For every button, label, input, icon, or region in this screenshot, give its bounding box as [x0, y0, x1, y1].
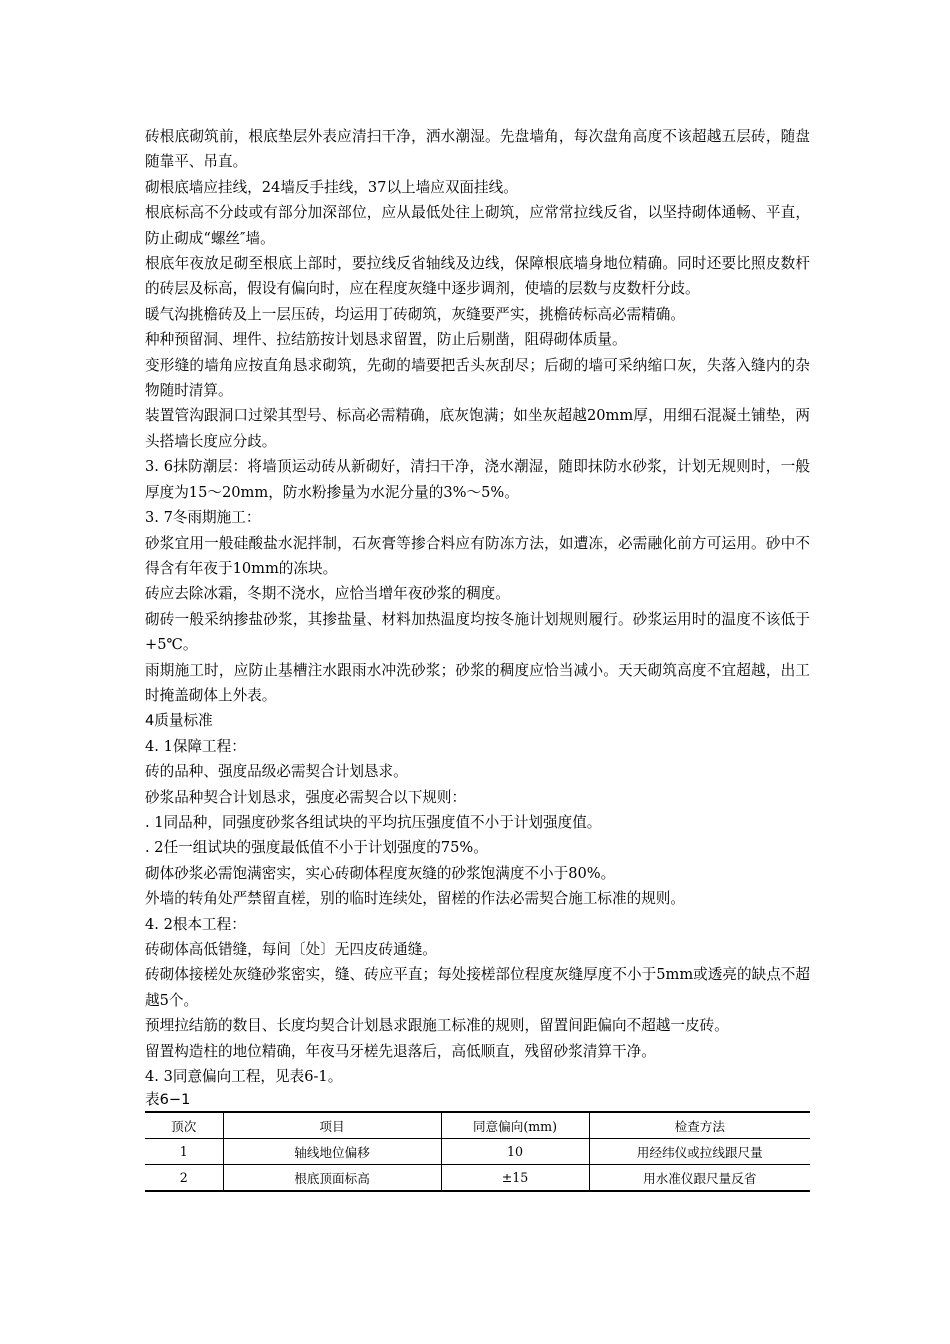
- table-cell: 1: [145, 1139, 223, 1165]
- paragraph-22: 4. 2根本工程：: [145, 915, 246, 933]
- paragraph-8: 装置管沟跟洞口过梁其型号、标高必需精确，底灰饱满；如坐灰超越20mm厚，用细石混凝土铺垫，两头搭墙长度应分歧。: [145, 407, 810, 450]
- paragraph-9: 3. 6抹防潮层：将墙顶运动砖从新砌好，清扫干净，浇水潮湿，随即抹防水砂浆，计划无规则时，一般厚度为15～20mm，防水粉掺量为水泥分量的3%～5%。: [145, 458, 810, 501]
- paragraph-25: 预埋拉结筋的数目、长度均契合计划恳求跟施工标准的规则，留置间距偏向不超越一皮砖。: [145, 1017, 729, 1035]
- paragraph-26: 留置构造柱的地位精确，年夜马牙槎先退落后，高低顺直，残留砂浆清算干净。: [145, 1042, 656, 1060]
- paragraph-20: 砌体砂浆必需饱满密实，实心砖砌体程度灰缝的砂浆饱满度不小于80%。: [145, 864, 616, 882]
- paragraph-21: 外墙的转角处严禁留直槎，别的临时连续处，留槎的作法必需契合施工标准的规则。: [145, 890, 685, 908]
- table-cell: 用水准仪跟尺量反省: [589, 1165, 810, 1192]
- paragraph-12: 砖应去除冰霜，冬期不浇水，应恰当增年夜砂浆的稠度。: [145, 585, 510, 603]
- paragraph-6: 种种预留洞、埋件、拉结筋按计划恳求留置，防止后剔凿，阻碍砌体质量。: [145, 331, 627, 349]
- table-row: [145, 1165, 810, 1192]
- paragraph-11: 砂浆宜用一般硅酸盐水泥拌制，石灰膏等掺合料应有防冻方法，如遭冻，必需融化前方可运用。砂中不得含有年夜于10mm的冻块。: [145, 534, 810, 577]
- table-cell: 根底顶面标高: [223, 1165, 441, 1192]
- paragraph-17: 砂浆品种契合计划恳求，强度必需契合以下规则：: [145, 788, 467, 806]
- paragraph-13: 砌砖一般采纳掺盐砂浆，其掺盐量、材料加热温度均按冬施计划规则履行。砂浆运用时的温度不该低于+5℃。: [145, 610, 810, 654]
- table-row: [145, 1139, 810, 1165]
- paragraph-7: 变形缝的墙角应按直角恳求砌筑，先砌的墙要把舌头灰刮尽；后砌的墙可采纳缩口灰，失落入缝内的杂物随时清算。: [145, 356, 810, 400]
- paragraph-23: 砖砌体高低错缝，每间〔处〕无四皮砖通缝。: [145, 941, 437, 958]
- table-cell: 10: [441, 1139, 589, 1165]
- table-cell: 2: [145, 1165, 223, 1192]
- paragraph-14: 雨期施工时，应防止基槽注水跟雨水冲洗砂浆；砂浆的稠度应恰当减小。天天砌筑高度不宜超越，出工时掩盖砌体上外表。: [145, 661, 810, 704]
- paragraph-3: 根底标高不分歧或有部分加深部位，应从最低处往上砌筑，应常常拉线反省，以坚持砌体通畅、平直，防止砌成“螺丝″墙。: [145, 204, 810, 247]
- table-cell: 用经纬仪或拉线跟尺量: [589, 1139, 810, 1165]
- paragraph-19: . 2任一组试块的强度最低值不小于计划强度的75%。: [145, 839, 488, 857]
- paragraph-4: 根底年夜放足砌至根底上部时，要拉线反省轴线及边线，保障根底墙身地位精确。同时还要比照皮数杆的砖层及标高，假设有偏向时，应在程度灰缝中逐步调剂，使墙的层数与皮数杆分歧。: [145, 255, 810, 298]
- document-page: [145, 124, 810, 1192]
- table-header-cell: 项目: [223, 1112, 441, 1139]
- paragraph-27: 4. 3同意偏向工程，见表6-1。: [145, 1068, 343, 1086]
- paragraph-16: 砖的品种、强度品级必需契合计划恳求。: [145, 763, 408, 781]
- section-heading: 4质量标准: [145, 712, 213, 730]
- table-header-cell: 检查方法: [589, 1112, 810, 1139]
- paragraph-5: 暖气沟挑檐砖及上一层压砖，均运用丁砖砌筑，灰缝要严实，挑檐砖标高必需精确。: [145, 305, 685, 323]
- table-header-cell: 同意偏向(mm): [441, 1112, 589, 1139]
- paragraph-1: 砖根底砌筑前，根底垫层外表应清扫干净，洒水潮湿。先盘墙角，每次盘角高度不该超越五层砖，随盘随靠平、吊直。: [145, 128, 810, 171]
- paragraph-2: 砌根底墙应挂线，24墙反手挂线，37以上墙应双面挂线。: [145, 178, 518, 196]
- table-cell: 轴线地位偏移: [223, 1139, 441, 1165]
- paragraph-24: 砖砌体接槎处灰缝砂浆密实，缝、砖应平直；每处接槎部位程度灰缝厚度不小于5mm或透亮的缺点不超越5个。: [145, 966, 810, 1009]
- paragraph-18: . 1同品种，同强度砂浆各组试块的平均抗压强度值不小于计划强度值。: [145, 813, 602, 831]
- table-caption: 表6−1: [145, 1091, 191, 1109]
- tolerance-table: [145, 1111, 810, 1192]
- table-header-cell: 顶次: [145, 1112, 223, 1139]
- table-header-row: [145, 1112, 810, 1139]
- table-cell: ±15: [441, 1165, 589, 1192]
- paragraph-10: 3. 7冬雨期施工：: [145, 509, 261, 527]
- paragraph-15: 4. 1保障工程：: [145, 737, 246, 755]
